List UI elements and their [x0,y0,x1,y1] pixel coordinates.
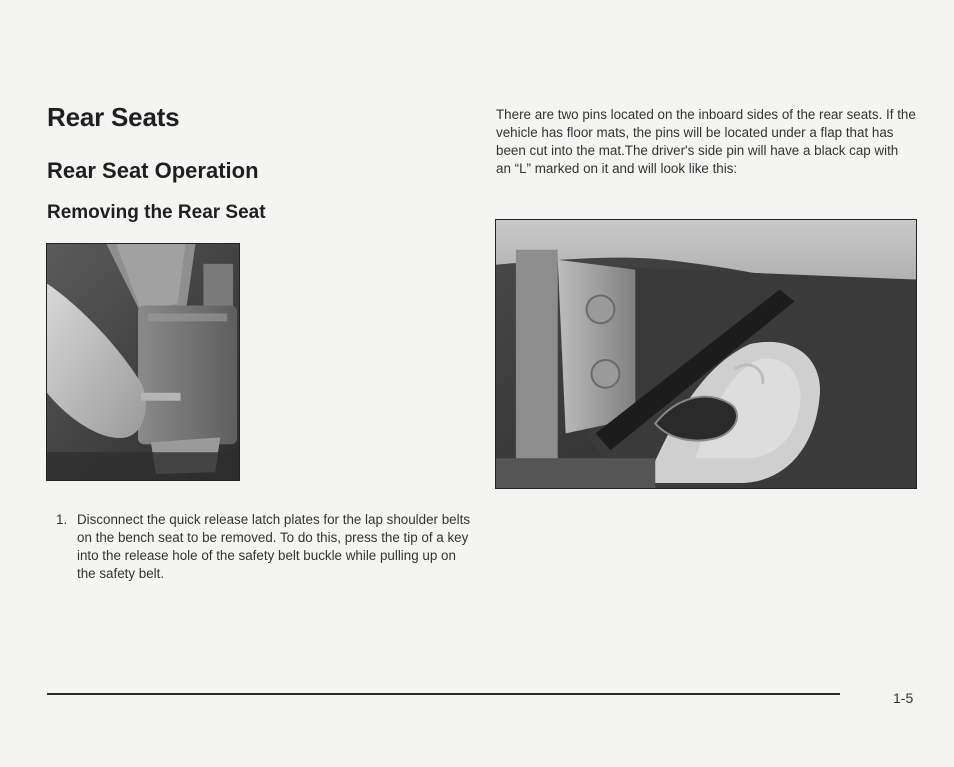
section-heading: Rear Seat Operation [47,158,259,183]
step-1 [56,511,476,583]
footer-rule [47,693,840,695]
page-title: Rear Seats [47,102,180,132]
step-number: 1. [56,512,68,527]
step-text: Disconnect the quick release latch plates for the lap shoulder belts on the bench seat to be removed. To do this, press the tip of a key into the release hole of the safety belt buckle while pulling up on the safety belt. [77,512,471,581]
seat-pin-photo [495,219,917,489]
pin-location-paragraph: There are two pins located on the inboard sides of the rear seats. If the vehicle has floor mats, the pins will be located under a flap that has been cut into the mat.The driver's side pin will have a black cap with an “L” marked on it and will look like this: [496,107,916,176]
page-number: 1-5 [893,690,914,706]
seatbelt-buckle-photo [46,243,240,481]
subsection-heading: Removing the Rear Seat [47,202,266,223]
